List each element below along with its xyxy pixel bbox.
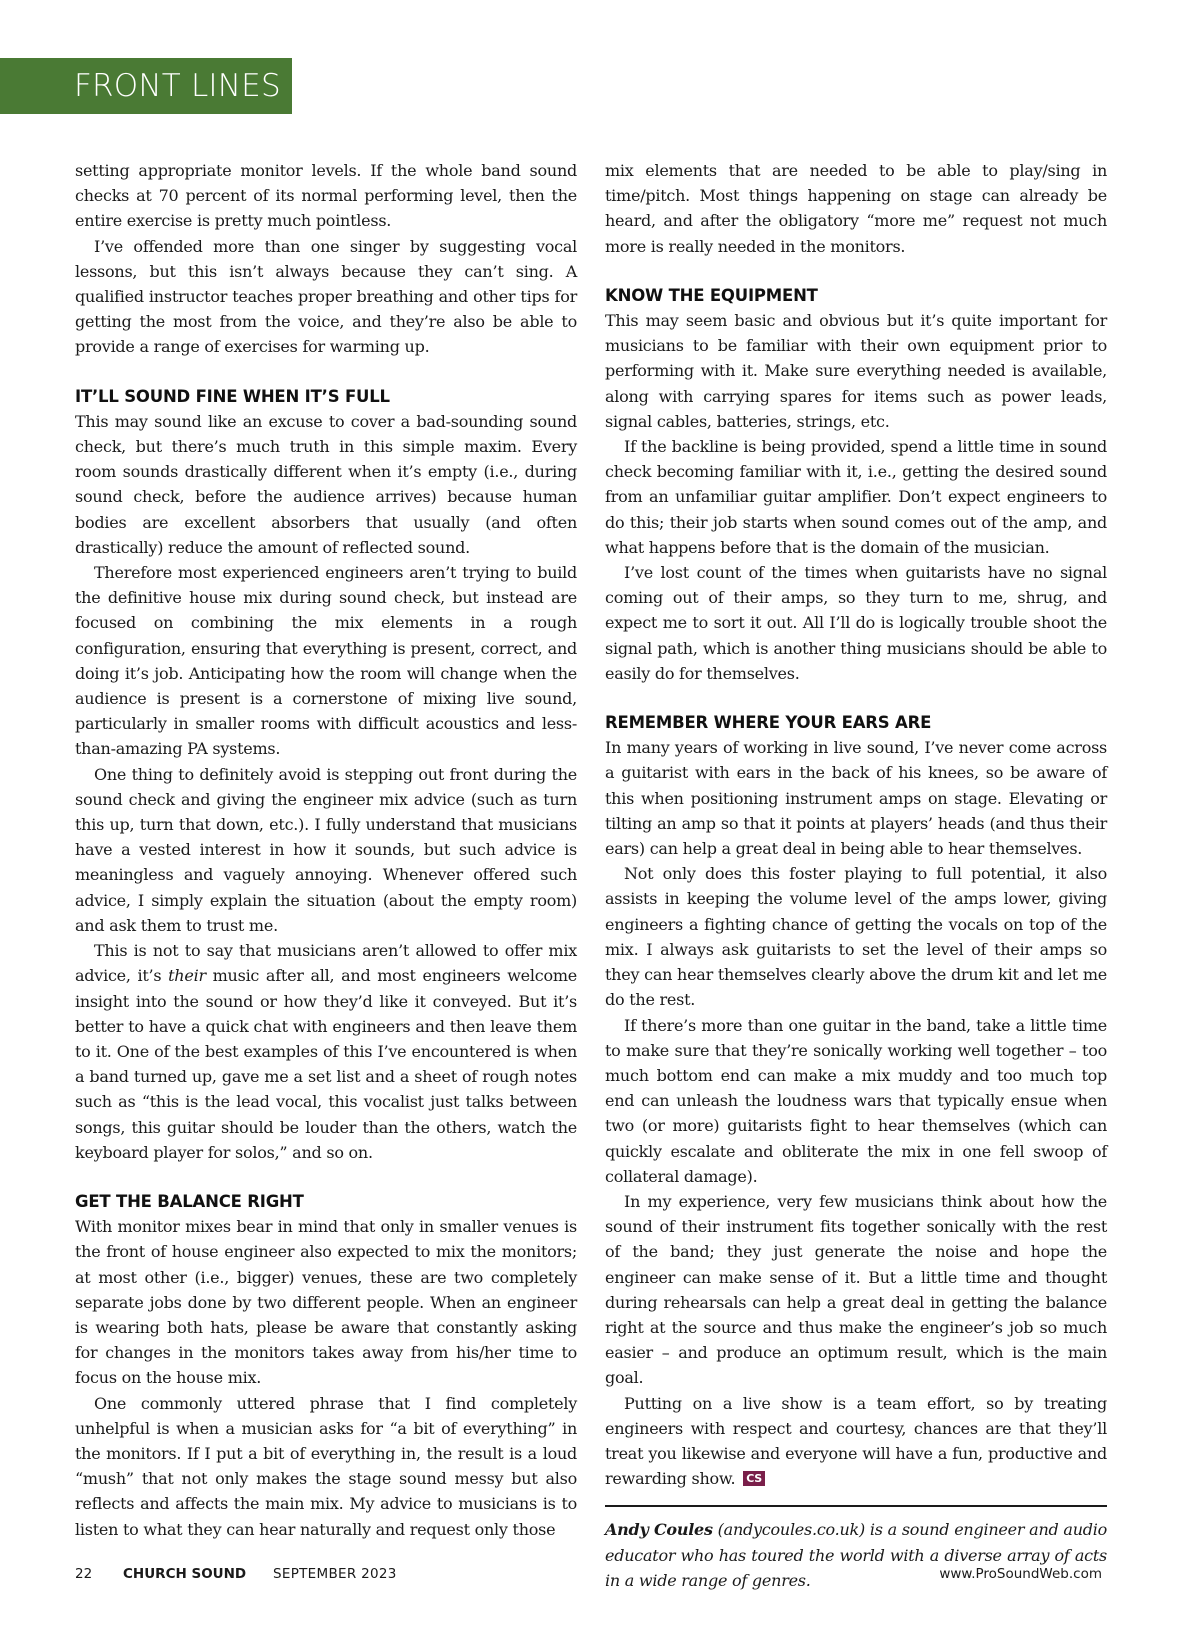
section-heading: IT’LL SOUND FINE WHEN IT’S FULL: [75, 386, 390, 406]
paragraph: One commonly uttered phrase that I find completely unhelpful is when a musician asks for “a bit of everything” in the monitors. If I put a bit of everything in, the result is a loud “mush” that not only makes the stage sound messy but also reflects and affects the main mix. My advice to musicians is to listen to what they can hear naturally and request only those: [75, 1393, 577, 1539]
paragraph: If the backline is being provided, spend a little time in sound check becoming familiar with it, i.e., getting the desired sound from an unfamiliar guitar amplifier. Don’t expect engineers to do this; their job starts when sound comes out of the amp, and what happens before that is the domain of the musician.: [605, 437, 1107, 557]
paragraph: Not only does this foster playing to full potential, it also assists in keeping the volume level of the amps lower, giving engineers a fighting chance of getting the vocals on top of the mix. I always ask guitarists to set the level of their amps so they can hear themselves clearly above the drum kit and let me do the rest.: [605, 864, 1107, 1010]
author-bio-text: (andycoules.co.uk) is a sound engineer and audio educator who has toured the world with a diverse array of acts in a wide range of genres.: [605, 1520, 1107, 1590]
paragraph: This may seem basic and obvious but it’s quite important for musicians to be familiar with their own equipment prior to performing with it. Make sure everything needed is available, along with carrying spares for items such as power leads, signal cables, batteries, strings, etc.: [605, 311, 1107, 431]
paragraph-text: music after all, and most engineers welcome insight into the sound or how they’d like it conveyed. But it’s better to have a quick chat with engineers and then leave them to it. One of the best examples of this I’ve encountered is when a band turned up, gave me a set list and a sheet of rough notes such as “this is the lead vocal, this vocalist just talks between songs, this guitar should be louder than the others, watch the keyboard player for solos,” and so on.: [75, 966, 578, 1162]
paragraph: [75, 938, 577, 1165]
paragraph: If there’s more than one guitar in the band, take a little time to make sure that they’re sonically working well together – too much bottom end can make a mix muddy and too much top end can unleash the loudness wars that typically ensue when two (or more) guitarists fight to hear themselves (which can quickly escalate and obliterate the mix in one fell swoop of collateral damage).: [605, 1015, 1107, 1186]
section-heading: REMEMBER WHERE YOUR EARS ARE: [605, 713, 932, 733]
paragraph: In many years of working in live sound, I’ve never come across a guitarist with ears in the back of his knees, so be aware of this when positioning instrument amps on stage. Elevating or tilting an amp so that it points at players’ heads (and thus their ears) can help a great deal in being able to hear themselves.: [605, 738, 1107, 859]
paragraph: Therefore most experienced engineers aren’t trying to build the definitive house mix during sound check, but instead are focused on combining the mix elements in a rough configuration, ensuring that everything is present, correct, and doing it’s job. Anticipating how the room will change when the audience is present is a cornerstone of mixing live sound, particularly in smaller rooms with difficult acoustics and less-than-amazing PA systems.: [75, 563, 577, 759]
section-label: FRONT LINES: [0, 58, 292, 114]
section-heading: GET THE BALANCE RIGHT: [75, 1191, 304, 1211]
article-column-left: [75, 158, 577, 1542]
paragraph: In my experience, very few musicians think about how the sound of their instrument fits together sonically with the rest of the band; they just generate the noise and hope the engineer can make sense of it. But a little time and thought during rehearsals can help a great deal in getting the balance right at the source and thus make the engineer’s job so much easier – and produce an optimum result, which is the main goal.: [605, 1191, 1107, 1388]
paragraph: I’ve offended more than one singer by suggesting vocal lessons, but this isn’t always because they can’t sing. A qualified instructor teaches proper breathing and other tips for getting the most from the voice, and they’re also be able to provide a range of exercises for warming up.: [75, 236, 577, 357]
paragraph: With monitor mixes bear in mind that only in smaller venues is the front of house engineer also expected to mix the monitors; at most other (i.e., bigger) venues, these are two completely separate jobs done by two different people. When an engineer is wearing both hats, please be aware that constantly asking for changes in the monitors takes away from his/her time to focus on the house mix.: [75, 1217, 577, 1388]
end-of-article-icon: CS: [743, 1471, 765, 1486]
divider: [605, 1505, 1107, 1507]
paragraph: mix elements that are needed to be able to play/sing in time/pitch. Most things happening on stage can already be heard, and after the obligatory “more me” request not much more is really needed in the monitors.: [605, 161, 1107, 256]
paragraph-text: Putting on a live show is a team effort, so by treating engineers with respect and courtesy, chances are that they’ll treat you likewise and everyone will have a fun, productive and rewarding show.: [605, 1393, 1107, 1489]
author-name: Andy Coules: [605, 1520, 713, 1540]
paragraph: I’ve lost count of the times when guitarists have no signal coming out of their amps, so they turn to me, shrug, and expect me to sort it out. All I’ll do is logically trouble shoot the signal path, which is another thing musicians should be able to easily do for themselves.: [605, 563, 1107, 683]
paragraph: setting appropriate monitor levels. If the whole band sound checks at 70 percent of its normal performing level, then the entire exercise is pretty much pointless.: [75, 161, 577, 231]
website-url: www.ProSoundWeb.com: [939, 1566, 1102, 1582]
paragraph: One thing to definitely avoid is stepping out front during the sound check and giving the engineer mix advice (such as turn this up, turn that down, etc.). I fully understand that musicians have a vested interest in how it sounds, but such advice is meaningless and vaguely annoying. Whenever offered such advice, I simply explain the situation (about the empty room) and ask them to trust me.: [75, 764, 577, 935]
page-footer: [75, 1566, 1102, 1588]
article-column-right: [605, 158, 1107, 1593]
magazine-name: CHURCH SOUND: [123, 1566, 247, 1582]
issue-date: SEPTEMBER 2023: [273, 1566, 397, 1582]
paragraph: [605, 1391, 1107, 1492]
emphasis-text: their: [168, 966, 206, 986]
paragraph-text: This is not to say that musicians aren’t allowed to offer mix advice, it’s: [75, 941, 577, 986]
section-heading: KNOW THE EQUIPMENT: [605, 285, 818, 305]
page-number: 22: [75, 1566, 93, 1582]
paragraph: This may sound like an excuse to cover a bad-sounding sound check, but there’s much truth in this simple maxim. Every room sounds drastically different when it’s empty (i.e., during sound check, before the audience arrives) because human bodies are excellent absorbers that usually (and often drastically) reduce the amount of reflected sound.: [75, 411, 577, 557]
